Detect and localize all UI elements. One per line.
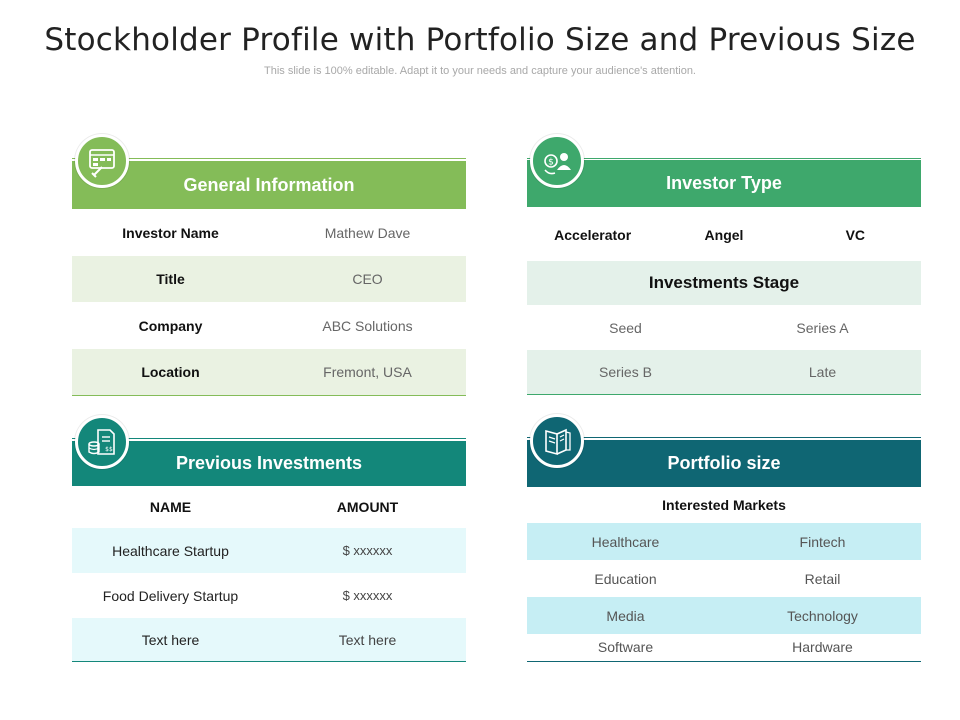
general-information-header xyxy=(72,161,466,209)
investor-type-vc: VC xyxy=(845,227,866,243)
market-cell: Hardware xyxy=(792,639,853,655)
divider xyxy=(72,158,466,159)
divider xyxy=(527,661,921,662)
divider xyxy=(527,437,921,438)
investment-name: Healthcare Startup xyxy=(112,542,229,559)
table-row xyxy=(527,306,921,350)
interested-markets-title-row xyxy=(527,487,921,523)
row-value: Mathew Dave xyxy=(324,224,411,241)
header-label: Previous Investments xyxy=(175,453,363,473)
table-row xyxy=(72,528,466,573)
column-name-header: NAME xyxy=(149,499,192,515)
investment-amount: $ xxxxxx xyxy=(342,588,393,603)
divider xyxy=(72,395,466,396)
table-row xyxy=(72,573,466,618)
book-document-icon xyxy=(530,414,584,468)
investor-money-icon xyxy=(530,134,584,188)
stage-cell: Series A xyxy=(796,320,849,336)
header-label: General Information xyxy=(183,174,355,195)
market-cell: Healthcare xyxy=(591,533,660,550)
row-value: CEO xyxy=(352,271,383,287)
investment-amount: Text here xyxy=(338,631,397,648)
investor-type-accelerator: Accelerator xyxy=(554,227,632,243)
previous-investments-panel xyxy=(72,438,466,663)
market-cell: Retail xyxy=(804,570,841,587)
divider xyxy=(527,158,921,159)
market-cell: Software xyxy=(597,639,654,655)
table-row xyxy=(527,560,921,597)
stage-cell: Series B xyxy=(599,364,652,380)
table-row xyxy=(527,597,921,634)
page-title: Stockholder Profile with Portfolio Size and Previous Size xyxy=(44,22,916,58)
row-value: Fremont, USA xyxy=(323,364,412,380)
divider xyxy=(72,438,466,439)
previous-investments-header xyxy=(72,441,466,486)
svg-text:$: $ xyxy=(548,157,554,168)
page-subtitle: This slide is 100% editable. Adapt it to your needs and capture your audience's attention. xyxy=(264,65,696,77)
dashboard-icon xyxy=(75,134,129,188)
svg-text:$$: $$ xyxy=(105,446,113,453)
document-coins-icon xyxy=(75,415,129,469)
table-row xyxy=(527,523,921,560)
investor-type-panel xyxy=(527,158,921,398)
investments-stage-title: Investments Stage xyxy=(648,273,800,292)
market-cell: Technology xyxy=(787,607,858,624)
header-label: Investor Type xyxy=(666,173,782,193)
investor-type-header xyxy=(527,157,921,207)
row-key: Investor Name xyxy=(122,224,219,241)
general-information-panel xyxy=(72,158,466,398)
column-amount-header: AMOUNT xyxy=(336,499,399,515)
market-cell: Fintech xyxy=(799,533,846,550)
row-key: Title xyxy=(156,271,185,287)
stage-cell: Late xyxy=(808,364,837,380)
divider xyxy=(72,661,466,662)
column-header-row xyxy=(72,486,466,528)
row-key: Location xyxy=(141,364,200,380)
divider xyxy=(527,394,921,395)
investment-amount: $ xxxxxx xyxy=(342,543,393,558)
investor-types-row xyxy=(527,210,921,260)
portfolio-size-panel xyxy=(527,437,921,663)
market-cell: Education xyxy=(594,570,657,587)
table-row xyxy=(527,634,921,660)
row-key: Company xyxy=(138,317,203,334)
investor-type-angel: Angel xyxy=(704,227,744,243)
portfolio-size-header xyxy=(527,440,921,487)
table-row xyxy=(72,302,466,349)
table-row xyxy=(72,618,466,661)
header-label: Portfolio size xyxy=(667,453,781,473)
investment-name: Text here xyxy=(141,631,200,648)
row-value: ABC Solutions xyxy=(322,317,413,334)
table-row xyxy=(527,350,921,394)
investment-name: Food Delivery Startup xyxy=(102,587,239,604)
investments-stage-title-row xyxy=(527,261,921,305)
stage-cell: Seed xyxy=(609,320,642,336)
interested-markets-title: Interested Markets xyxy=(662,497,786,513)
table-row xyxy=(72,256,466,302)
market-cell: Media xyxy=(606,607,645,624)
table-row xyxy=(72,349,466,395)
table-row xyxy=(72,209,466,256)
